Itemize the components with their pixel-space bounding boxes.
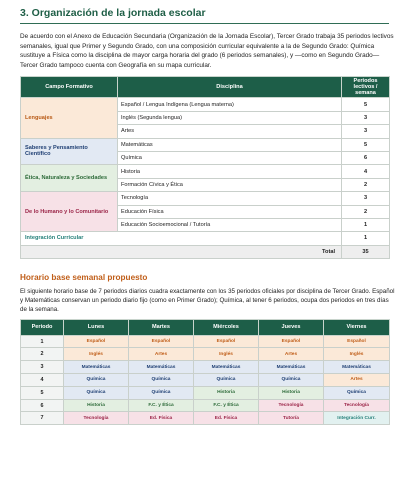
schedule-cell: Español: [259, 335, 324, 348]
campo-formativo-cell: Saberes y Pensamiento Científico: [21, 138, 118, 165]
total-row: [21, 245, 390, 258]
schedule-row: [21, 335, 390, 348]
schedule-cell: Ed. Física: [194, 412, 259, 425]
campo-formativo-cell: Lenguajes: [21, 98, 118, 138]
campo-formativo-cell: De lo Humano y lo Comunitario: [21, 192, 118, 232]
schedule-row: [21, 374, 390, 387]
disciplina-cell: Formación Cívica y Ética: [118, 178, 342, 191]
periodos-cell: 5: [342, 138, 390, 151]
schedule-cell: Matemáticas: [64, 361, 129, 374]
schedule-cell: Artes: [259, 348, 324, 361]
schedule-row: [21, 412, 390, 425]
header-disciplina: Disciplina: [118, 77, 342, 98]
section-title: 3. Organización de la jornada escolar: [20, 7, 389, 24]
schedule-cell: Matemáticas: [259, 361, 324, 374]
schedule-cell: Historia: [194, 386, 259, 399]
period-number: 5: [21, 386, 64, 399]
periodos-cell: 6: [342, 151, 390, 164]
disciplina-cell: Historia: [118, 165, 342, 178]
period-number: 7: [21, 412, 64, 425]
period-number: 4: [21, 374, 64, 387]
schedule-cell: Química: [324, 386, 390, 399]
disciplina-cell: Tecnología: [118, 192, 342, 205]
total-label: Total: [21, 245, 342, 258]
schedule-cell: Química: [129, 386, 194, 399]
schedule-cell: Tecnología: [259, 399, 324, 412]
schedule-cell: Matemáticas: [194, 361, 259, 374]
periodos-cell: 2: [342, 178, 390, 191]
periodos-cell: 5: [342, 98, 390, 111]
periodos-cell: 3: [342, 111, 390, 124]
table-row: [21, 165, 390, 178]
curriculum-header-row: [21, 77, 390, 98]
header-lunes: Lunes: [64, 319, 129, 335]
schedule-table: [20, 319, 390, 426]
integracion-periodos-cell: 1: [342, 232, 390, 245]
table-row: [21, 192, 390, 205]
schedule-title: Horario base semanal propuesto: [20, 273, 148, 283]
schedule-description: El siguiente horario base de 7 periodos diarios cuadra exactamente con los 35 periodos oficiales por disciplina de Tercer Grado. Español y Matemáticas conservan un periodo diario fijo (como en Primer Grado); Química, al tener 6 periodos, ocupa dos periodos en tres días de la semana.: [20, 288, 395, 314]
schedule-cell: Matemáticas: [324, 361, 390, 374]
disciplina-cell: Inglés (Segunda lengua): [118, 111, 342, 124]
periodos-cell: 4: [342, 165, 390, 178]
header-periodos: Periodos lectivos / semana: [342, 77, 390, 98]
schedule-cell: Español: [129, 335, 194, 348]
schedule-row: [21, 348, 390, 361]
disciplina-cell: Educación Socioemocional / Tutoría: [118, 218, 342, 231]
header-martes: Martes: [129, 319, 194, 335]
header-campo-formativo: Campo Formativo: [21, 77, 118, 98]
schedule-cell: Ed. Física: [129, 412, 194, 425]
periodos-cell: 2: [342, 205, 390, 218]
period-number: 3: [21, 361, 64, 374]
schedule-cell: Integración Curr.: [324, 412, 390, 425]
schedule-cell: Química: [129, 374, 194, 387]
periodos-cell: 3: [342, 192, 390, 205]
schedule-cell: Artes: [324, 374, 390, 387]
curriculum-table: [20, 76, 390, 259]
schedule-cell: Español: [324, 335, 390, 348]
integration-row: [21, 232, 390, 245]
schedule-cell: Tecnología: [324, 399, 390, 412]
schedule-cell: Química: [64, 386, 129, 399]
header-miercoles: Miércoles: [194, 319, 259, 335]
schedule-table-body: [21, 335, 390, 425]
schedule-cell: Español: [64, 335, 129, 348]
disciplina-cell: Matemáticas: [118, 138, 342, 151]
campo-formativo-cell: Ética, Naturaleza y Sociedades: [21, 165, 118, 192]
disciplina-cell: Artes: [118, 125, 342, 138]
period-number: 2: [21, 348, 64, 361]
intro-paragraph: De acuerdo con el Anexo de Educación Secundaria (Organización de la Jornada Escolar), Tercer Grado trabaja 35 periodos lectivos semanales, igual que Primer y Segundo Grado, con una composición curricular equivalente a la de Segundo Grado: Química sustituye a Física como la disciplina de mayor carga horaria del grado (6 periodos semanales), y —como en Segundo Grado— Tercer Grado tampoco cuenta con Geografía en su mapa curricular.: [20, 33, 394, 69]
header-viernes: Viernes: [324, 319, 390, 335]
header-periodo: Periodo: [21, 319, 64, 335]
disciplina-cell: Español / Lengua Indígena (Lengua materna): [118, 98, 342, 111]
disciplina-cell: Química: [118, 151, 342, 164]
table-row: [21, 98, 390, 111]
schedule-cell: Artes: [129, 348, 194, 361]
disciplina-cell: Educación Física: [118, 205, 342, 218]
curriculum-table-body: [21, 98, 390, 259]
period-number: 1: [21, 335, 64, 348]
schedule-cell: Español: [194, 335, 259, 348]
schedule-cell: Tecnología: [64, 412, 129, 425]
schedule-cell: F.C. y Ética: [129, 399, 194, 412]
schedule-cell: Inglés: [64, 348, 129, 361]
schedule-row: [21, 399, 390, 412]
schedule-cell: Inglés: [194, 348, 259, 361]
header-jueves: Jueves: [259, 319, 324, 335]
schedule-cell: Química: [64, 374, 129, 387]
schedule-cell: Química: [194, 374, 259, 387]
schedule-row: [21, 361, 390, 374]
schedule-cell: F.C. y Ética: [194, 399, 259, 412]
schedule-cell: Química: [259, 374, 324, 387]
schedule-cell: Historia: [259, 386, 324, 399]
schedule-cell: Tutoría: [259, 412, 324, 425]
schedule-cell: Inglés: [324, 348, 390, 361]
table-row: [21, 138, 390, 151]
periodos-cell: 3: [342, 125, 390, 138]
period-number: 6: [21, 399, 64, 412]
schedule-cell: Matemáticas: [129, 361, 194, 374]
schedule-row: [21, 386, 390, 399]
schedule-header-row: [21, 319, 390, 335]
schedule-cell: Historia: [64, 399, 129, 412]
integracion-curricular-cell: Integración Curricular: [21, 232, 342, 245]
total-periodos: 35: [342, 245, 390, 258]
periodos-cell: 1: [342, 218, 390, 231]
